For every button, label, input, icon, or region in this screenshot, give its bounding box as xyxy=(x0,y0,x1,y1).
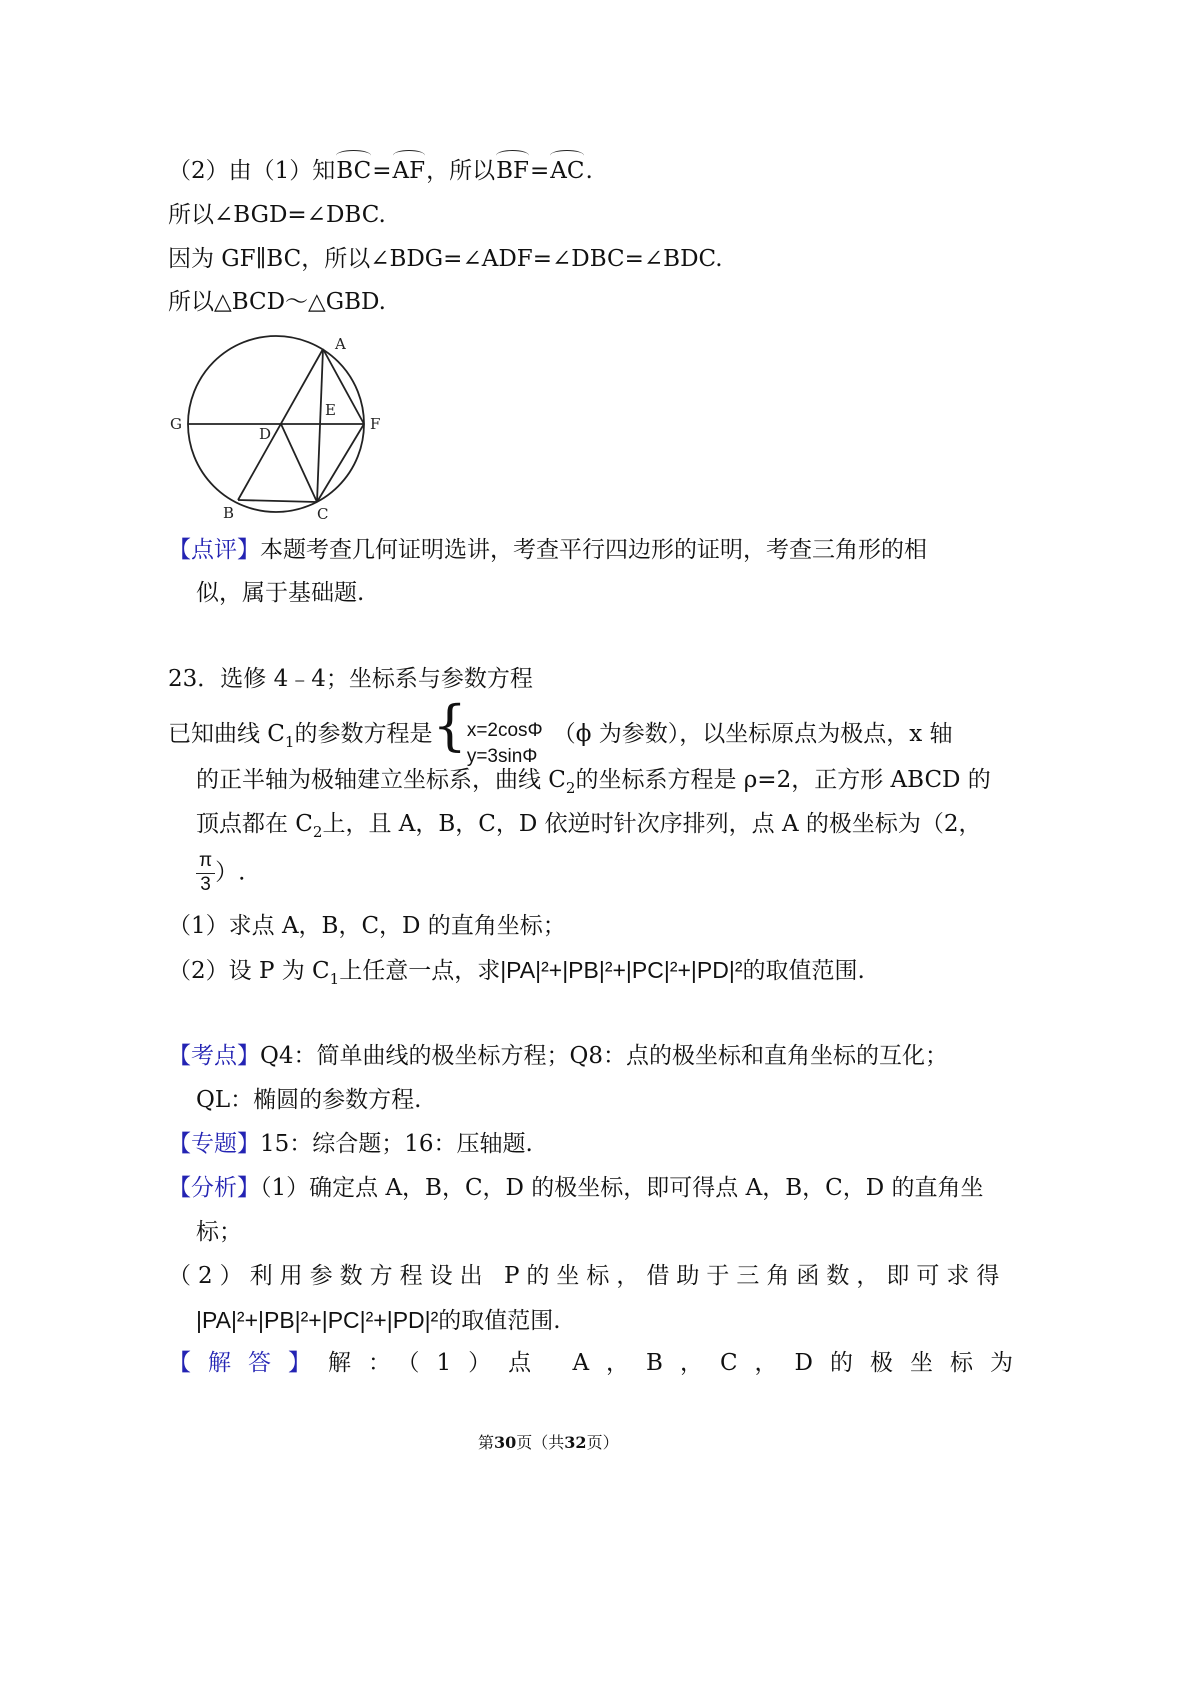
kaodian-tag: 【考点】 xyxy=(168,1043,260,1069)
segment-cf xyxy=(317,424,364,502)
text-vertex-post: 上，且 A，B，C，D 依逆时针次序排列，点 A 的极坐标为（2， xyxy=(322,811,982,837)
arc-equality-line xyxy=(168,152,593,186)
distance-sum-expression: |PA|²+|PB|²+|PC|²+|PD|² xyxy=(500,957,743,983)
segment-bc xyxy=(238,500,317,502)
kaodian-text-1: Q4：简单曲线的极坐标方程；Q8：点的极坐标和直角坐标的互化； xyxy=(260,1043,948,1069)
similar-triangles-line: 所以△BCD～△GBD. xyxy=(168,289,386,315)
text-c2-post: 的坐标系方程是 ρ=2，正方形 ABCD 的 xyxy=(575,767,991,793)
equals-sign-2: = xyxy=(529,158,550,184)
text-c2-prefix: 的正半轴为极轴建立坐标系，曲线 C xyxy=(196,767,566,793)
kaodian-line-2: QL：椭圆的参数方程. xyxy=(196,1087,422,1113)
review-text-1: 本题考查几何证明选讲，考查平行四边形的证明，考查三角形的相 xyxy=(260,537,927,563)
segment-dc xyxy=(281,424,317,502)
label-d: D xyxy=(259,425,272,443)
label-g: G xyxy=(170,415,182,433)
parallel-line: 因为 GF∥BC，所以∠BDG=∠ADF=∠DBC=∠BDC. xyxy=(168,246,723,272)
question-23-line-2 xyxy=(196,767,991,795)
subscript-2: 2 xyxy=(565,779,576,797)
eq-y: y=3sinΦ xyxy=(466,746,538,767)
line-middle: ，所以 xyxy=(426,158,496,184)
fenxi-tag: 【分析】 xyxy=(168,1175,260,1201)
label-b: B xyxy=(223,504,235,522)
review-line-1 xyxy=(168,537,927,565)
review-tag: 【点评】 xyxy=(168,537,260,563)
zhuanti-text: 15：综合题；16：压轴题. xyxy=(260,1131,533,1157)
segment-ac xyxy=(317,349,323,502)
left-brace: { xyxy=(432,694,467,757)
fraction-numerator: π xyxy=(196,850,215,874)
jieda-text: 解：（1）点 A，B，C，D的极坐标为 xyxy=(328,1350,1030,1376)
subscript-1: 1 xyxy=(284,732,295,751)
label-e: E xyxy=(325,401,336,419)
question-23-line-3 xyxy=(196,811,982,839)
label-a: A xyxy=(335,335,346,353)
label-c: C xyxy=(317,505,329,523)
equals-sign: = xyxy=(372,158,392,184)
text-p-mid: 上任意一点，求 xyxy=(339,958,501,984)
arc-ac: AC xyxy=(550,152,584,186)
page-footer xyxy=(478,1433,619,1452)
fenxi-line-3: （2）利用参数方程设出 P的坐标，借助于三角函数，即可求得 xyxy=(168,1263,1007,1289)
question-23-header: 23．选修 4﹣4；坐标系与参数方程 xyxy=(168,666,533,692)
fenxi-line-4 xyxy=(196,1307,561,1336)
total-pages: 32 xyxy=(564,1433,587,1452)
question-23-part-2 xyxy=(168,957,865,986)
fenxi-line-2: 标； xyxy=(196,1219,242,1245)
subscript-1b: 1 xyxy=(329,970,340,988)
fraction-pi-over-3 xyxy=(196,850,215,897)
footer-mid: 页（共 xyxy=(516,1433,565,1452)
arc-af: AF xyxy=(393,152,426,186)
text-p-post: 的取值范围. xyxy=(742,958,865,984)
kaodian-line-1 xyxy=(168,1043,948,1071)
angle-bgd-line: 所以∠BGD=∠DBC. xyxy=(168,202,386,228)
review-line-2: 似，属于基础题. xyxy=(196,580,365,606)
distance-sum-expression-2: |PA|²+|PB|²+|PC|²+|PD|² xyxy=(196,1307,439,1333)
eq-x: x=2cosΦ xyxy=(466,720,543,742)
zhuanti-tag: 【专题】 xyxy=(168,1131,260,1157)
parametric-system xyxy=(432,694,543,770)
arc-bf: BF xyxy=(496,152,529,186)
fenxi-text-1: （1）确定点 A，B，C，D 的极坐标，即可得点 A，B，C，D 的直角坐 xyxy=(260,1175,984,1201)
subscript-2b: 2 xyxy=(312,823,323,841)
fraction-denominator: 3 xyxy=(200,873,211,895)
footer-pre: 第 xyxy=(478,1433,495,1452)
circle-geometry-figure xyxy=(165,333,395,523)
question-23-part-1: （1）求点 A，B，C，D 的直角坐标； xyxy=(168,913,566,939)
text-close: ）. xyxy=(215,859,246,886)
arc-bc: BC xyxy=(336,152,371,186)
text-p-prefix: （2）设 P 为 C xyxy=(168,958,330,984)
zhuanti-line xyxy=(168,1131,533,1159)
question-23-line-4 xyxy=(196,850,245,897)
label-f: F xyxy=(370,415,381,433)
text-param-post: （ϕ 为参数），以坐标原点为极点，x 轴 xyxy=(552,720,953,747)
footer-post: 页） xyxy=(586,1433,619,1452)
text-param-eq: 的参数方程是 xyxy=(294,720,433,747)
jieda-line xyxy=(168,1350,1030,1378)
text-vertex-prefix: 顶点都在 C xyxy=(196,811,313,837)
question-23-line-1 xyxy=(168,694,953,770)
page-number: 30 xyxy=(494,1433,517,1452)
line-suffix: . xyxy=(585,158,593,184)
jieda-tag: 【解答】 xyxy=(168,1350,328,1376)
text-c1-prefix: 已知曲线 C xyxy=(168,720,285,747)
fenxi-line-1 xyxy=(168,1175,983,1203)
fenxi-text-4: 的取值范围. xyxy=(438,1308,561,1334)
line-prefix: （2）由（1）知 xyxy=(168,158,336,184)
